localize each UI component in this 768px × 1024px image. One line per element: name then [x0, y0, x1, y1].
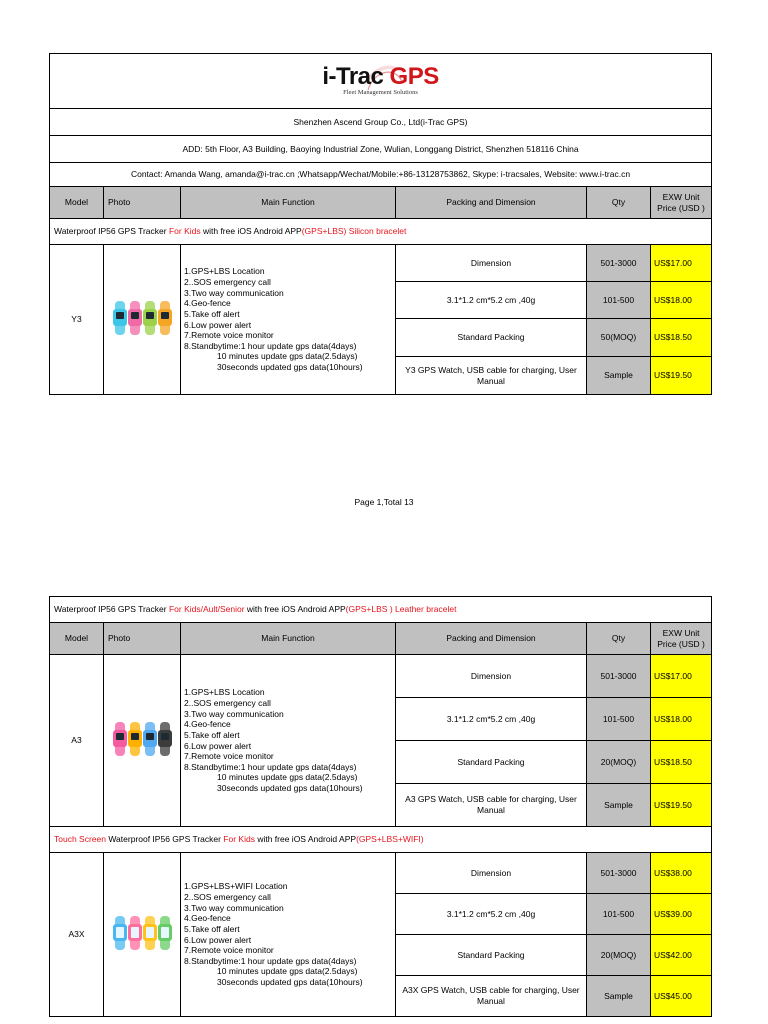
unit-price: US$18.50: [651, 741, 712, 784]
company-name: Shenzhen Ascend Group Co., Ltd(i-Trac GPS): [50, 109, 712, 136]
leather-gps-watch-photo: [107, 719, 177, 762]
packing-info: Dimension: [396, 245, 587, 282]
packing-info: Standard Packing: [396, 741, 587, 784]
col-header-main-function: Main Function: [181, 187, 396, 219]
qty-range: Sample: [587, 357, 651, 395]
company-contact: Contact: Amanda Wang, amanda@i-trac.cn ;Whatsapp/Wechat/Mobile:+86-13128753862, Skype: i-tracsales, Website: www.i-trac.cn: [50, 163, 712, 187]
title-highlight: (GPS+LBS+WIFI): [356, 834, 424, 845]
company-address: ADD: 5th Floor, A3 Building, Baoying Industrial Zone, Wulian, Longgang District, Shenzhen 518116 China: [50, 136, 712, 163]
product-block: [50, 245, 712, 395]
packing-info: A3 GPS Watch, USB cable for charging, User Manual: [396, 784, 587, 827]
packing-info: Standard Packing: [396, 935, 587, 976]
col-header-qty: Qty: [587, 623, 651, 655]
title-text: Waterproof IP56 GPS Tracker: [54, 604, 169, 615]
unit-price: US$17.00: [651, 655, 712, 698]
title-text: with free iOS Android APP: [254, 834, 357, 845]
price-tier-row: [50, 245, 712, 282]
qty-range: 20(MOQ): [587, 741, 651, 784]
model-name: A3: [50, 655, 104, 827]
unit-price: US$17.00: [651, 245, 712, 282]
col-header-price: EXW Unit Price (USD ): [651, 187, 712, 219]
kids-gps-watch-photo: [107, 298, 177, 341]
main-function-list: 1.GPS+LBS Location 2..SOS emergency call 3.Two way communication 4.Geo-fence 5.Take off alert 6.Low power alert 7.Remote voice monitor 8.Standbytime:1 hour update gps data(4days) 10 minutes update gps data(2.5days) 30seconds updated gps data(10hours): [181, 655, 396, 827]
title-highlight: For Kids/Ault/Senior: [168, 604, 245, 615]
product-block: [50, 853, 712, 1017]
unit-price: US$18.50: [651, 319, 712, 357]
qty-range: 501-3000: [587, 853, 651, 894]
unit-price: US$19.50: [651, 784, 712, 827]
title-text: Waterproof IP56 GPS Tracker: [54, 226, 169, 237]
col-header-model: Model: [50, 187, 104, 219]
unit-price: US$18.00: [651, 698, 712, 741]
model-name: A3X: [50, 853, 104, 1017]
unit-price: US$39.00: [651, 894, 712, 935]
col-header-main-function: Main Function: [181, 623, 396, 655]
qty-range: 501-3000: [587, 655, 651, 698]
packing-info: A3X GPS Watch, USB cable for charging, User Manual: [396, 976, 587, 1017]
packing-info: 3.1*1.2 cm*5.2 cm ,40g: [396, 894, 587, 935]
qty-range: 501-3000: [587, 245, 651, 282]
logo-cell: [50, 54, 712, 109]
title-text: Waterproof IP56 GPS Tracker: [105, 834, 224, 845]
col-header-packing: Packing and Dimension: [396, 623, 587, 655]
logo-tagline: Fleet Management Solutions: [343, 89, 418, 97]
qty-range: 101-500: [587, 698, 651, 741]
col-header-photo: Photo: [104, 623, 181, 655]
packing-info: 3.1*1.2 cm*5.2 cm ,40g: [396, 698, 587, 741]
qty-range: 50(MOQ): [587, 319, 651, 357]
column-header-row: [50, 623, 712, 655]
title-highlight: (GPS+LBS ) Leather bracelet: [345, 604, 457, 615]
unit-price: US$19.50: [651, 357, 712, 395]
product-block: [50, 655, 712, 827]
packing-info: Y3 GPS Watch, USB cable for charging, User Manual: [396, 357, 587, 395]
product-title: [50, 597, 712, 623]
qty-range: 20(MOQ): [587, 935, 651, 976]
main-function-list: 1.GPS+LBS+WIFI Location 2..SOS emergency call 3.Two way communication 4.Geo-fence 5.Take off alert 6.Low power alert 7.Remote voice monitor 8.Standbytime:1 hour update gps data(4days) 10 minutes update gps data(2.5days) 30seconds updated gps data(10hours): [181, 853, 396, 1017]
main-function-list: 1.GPS+LBS Location 2..SOS emergency call 3.Two way communication 4.Geo-fence 5.Take off alert 6.Low power alert 7.Remote voice monitor 8.Standbytime:1 hour update gps data(4days) 10 minutes update gps data(2.5days) 30seconds updated gps data(10hours): [181, 245, 396, 395]
title-highlight: Touch Screen: [54, 834, 106, 845]
logo-text-red: GPS: [389, 63, 439, 91]
product-title: [50, 219, 712, 245]
packing-info: Dimension: [396, 655, 587, 698]
col-header-model: Model: [50, 623, 104, 655]
packing-info: Standard Packing: [396, 319, 587, 357]
packing-info: 3.1*1.2 cm*5.2 cm ,40g: [396, 282, 587, 319]
touchscreen-gps-watch-photo: [107, 913, 177, 956]
unit-price: US$38.00: [651, 853, 712, 894]
qty-range: 101-500: [587, 894, 651, 935]
title-highlight: (GPS+LBS) Silicon bracelet: [301, 226, 407, 237]
price-tier-row: [50, 853, 712, 894]
col-header-qty: Qty: [587, 187, 651, 219]
unit-price: US$18.00: [651, 282, 712, 319]
col-header-price: EXW Unit Price (USD ): [651, 623, 712, 655]
qty-range: Sample: [587, 784, 651, 827]
page-number: Page 1,Total 13: [354, 497, 414, 507]
price-tier-row: [50, 655, 712, 698]
product-photo: [104, 655, 181, 827]
title-highlight: For Kids: [223, 834, 255, 845]
logo-text-dark: i-Trac: [322, 63, 390, 91]
unit-price: US$45.00: [651, 976, 712, 1017]
col-header-packing: Packing and Dimension: [396, 187, 587, 219]
product-photo: [104, 245, 181, 395]
title-text: with free iOS Android APP: [200, 226, 302, 237]
col-header-photo: Photo: [104, 187, 181, 219]
column-header-row: [50, 187, 712, 219]
model-name: Y3: [50, 245, 104, 395]
product-title: [50, 827, 712, 853]
title-text: with free iOS Android APP: [244, 604, 346, 615]
price-sheet-bottom: [49, 596, 712, 1017]
qty-range: 101-500: [587, 282, 651, 319]
product-photo: [104, 853, 181, 1017]
unit-price: US$42.00: [651, 935, 712, 976]
packing-info: Dimension: [396, 853, 587, 894]
qty-range: Sample: [587, 976, 651, 1017]
price-sheet-top: [49, 53, 712, 395]
company-logo: [322, 65, 438, 97]
title-highlight: For Kids: [168, 226, 201, 237]
